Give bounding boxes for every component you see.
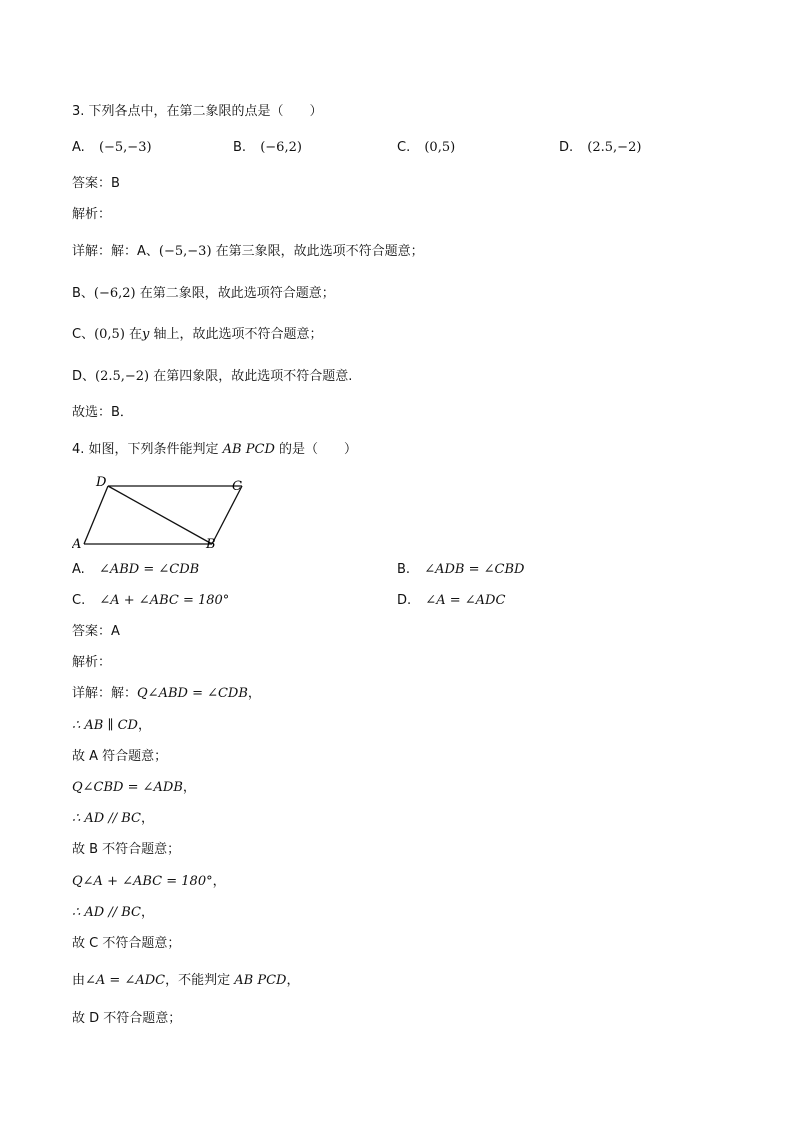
edge-cb (212, 486, 242, 544)
q4-solution-line (72, 685, 261, 703)
option-letter: A. (72, 562, 85, 577)
option-letter: B. (233, 140, 247, 155)
text: 在第二象限，故此选项符合题意； (135, 286, 335, 301)
option-letter: D. (559, 140, 574, 155)
text: ，不能判定 (165, 973, 235, 988)
text: 在 (124, 327, 143, 342)
option-value: (−6,2) (260, 140, 302, 155)
label-d: D (96, 475, 107, 490)
text: ， (286, 973, 300, 988)
text: ， (182, 780, 196, 795)
label-c: C (232, 479, 242, 494)
q3-option-b (233, 139, 302, 157)
text: 轴上，故此选项不符合题意； (149, 327, 323, 342)
parallelogram-figure (72, 472, 252, 552)
q4-solution-line (72, 748, 167, 766)
option-letter: C. (397, 140, 411, 155)
math: AB PCD (222, 442, 275, 457)
text: ， (247, 686, 261, 701)
option-value: (0,5) (424, 140, 456, 155)
option-letter: D. (397, 593, 412, 608)
q3-detail-line-4 (72, 368, 352, 386)
q4-solution-line (72, 873, 226, 891)
text: 故 C 不符合题意； (72, 936, 181, 951)
q4-solution-line (72, 972, 299, 990)
q4-solution-line (72, 779, 196, 797)
parallelogram-diagram (72, 472, 252, 552)
q3-conclusion: 故选：B． (72, 405, 133, 420)
text: C、 (72, 327, 95, 342)
option-value: ∠A = ∠ADC (425, 593, 506, 608)
option-value: ∠A + ∠ABC = 180° (99, 593, 230, 608)
document-page (72, 0, 732, 1123)
text: ， (212, 874, 226, 889)
q4-stem (72, 441, 357, 459)
math: ∴ AD // BC (72, 811, 141, 826)
q4-solution-line (72, 717, 151, 735)
option-value: (2.5,−2) (587, 140, 642, 155)
math: y (142, 327, 150, 342)
math: AB PCD (234, 973, 287, 988)
option-letter: B. (397, 562, 411, 577)
math: (−6,2) (93, 286, 136, 301)
text: 详解：解：A、 (72, 244, 159, 259)
text: 4. 如图，下列条件能判定 (72, 442, 223, 457)
math: Q∠A + ∠ABC = 180° (72, 874, 213, 889)
q4-option-a (72, 561, 199, 579)
label-a: A (72, 537, 82, 552)
text: 故 B 不符合题意； (72, 842, 181, 857)
q4-solution-line (72, 841, 180, 859)
q4-option-d (397, 592, 505, 610)
q4-solution-line (72, 1010, 181, 1028)
q3-option-d (559, 139, 641, 157)
q3-option-a (72, 139, 152, 157)
text: 的是（ ） (274, 442, 358, 457)
text: 由 (72, 973, 86, 988)
edge-ad (84, 486, 108, 544)
math: (2.5,−2) (95, 369, 150, 384)
q4-solution-line (72, 935, 180, 953)
label-b: B (206, 537, 216, 552)
text: ， (140, 811, 154, 826)
q3-option-c (397, 139, 455, 157)
text: B、 (72, 286, 94, 301)
math: Q∠ABD = ∠CDB (137, 686, 248, 701)
q3-answer: 答案：B (72, 176, 120, 191)
q3-detail-line-3 (72, 326, 323, 344)
q4-option-c (72, 592, 229, 610)
math: (−5,−3) (158, 244, 212, 259)
text: 详解：解： (72, 686, 138, 701)
text: 故 D 不符合题意； (72, 1011, 182, 1026)
option-value: (−5,−3) (98, 140, 152, 155)
q3-detail-line-1 (72, 243, 424, 261)
text: 在第三象限，故此选项不符合题意； (211, 244, 424, 259)
q4-solution-line (72, 810, 154, 828)
option-letter: A. (72, 140, 85, 155)
text: 故 A 符合题意； (72, 749, 168, 764)
option-value: ∠ADB = ∠CBD (424, 562, 525, 577)
math: ∠A = ∠ADC (85, 973, 166, 988)
option-value: ∠ABD = ∠CDB (98, 562, 200, 577)
q3-detail-line-2 (72, 285, 335, 303)
q3-stem: 3. 下列各点中，在第二象限的点是（ ） (72, 104, 323, 119)
q4-solution-line (72, 904, 154, 922)
math: (0,5) (94, 327, 125, 342)
diagonal-db (108, 486, 212, 544)
q4-answer: 答案：A (72, 624, 120, 639)
q4-option-b (397, 561, 524, 579)
q4-analysis-label: 解析： (72, 655, 112, 670)
q3-analysis-label: 解析： (72, 207, 112, 222)
math: ∴ AD // BC (72, 905, 141, 920)
option-letter: C. (72, 593, 86, 608)
text: D、 (72, 369, 96, 384)
math: Q∠CBD = ∠ADB (72, 780, 183, 795)
text: 在第四象限，故此选项不符合题意. (149, 369, 353, 384)
text: ， (140, 905, 154, 920)
math: ∴ AB ∥ CD (72, 718, 138, 733)
text: ， (137, 718, 151, 733)
